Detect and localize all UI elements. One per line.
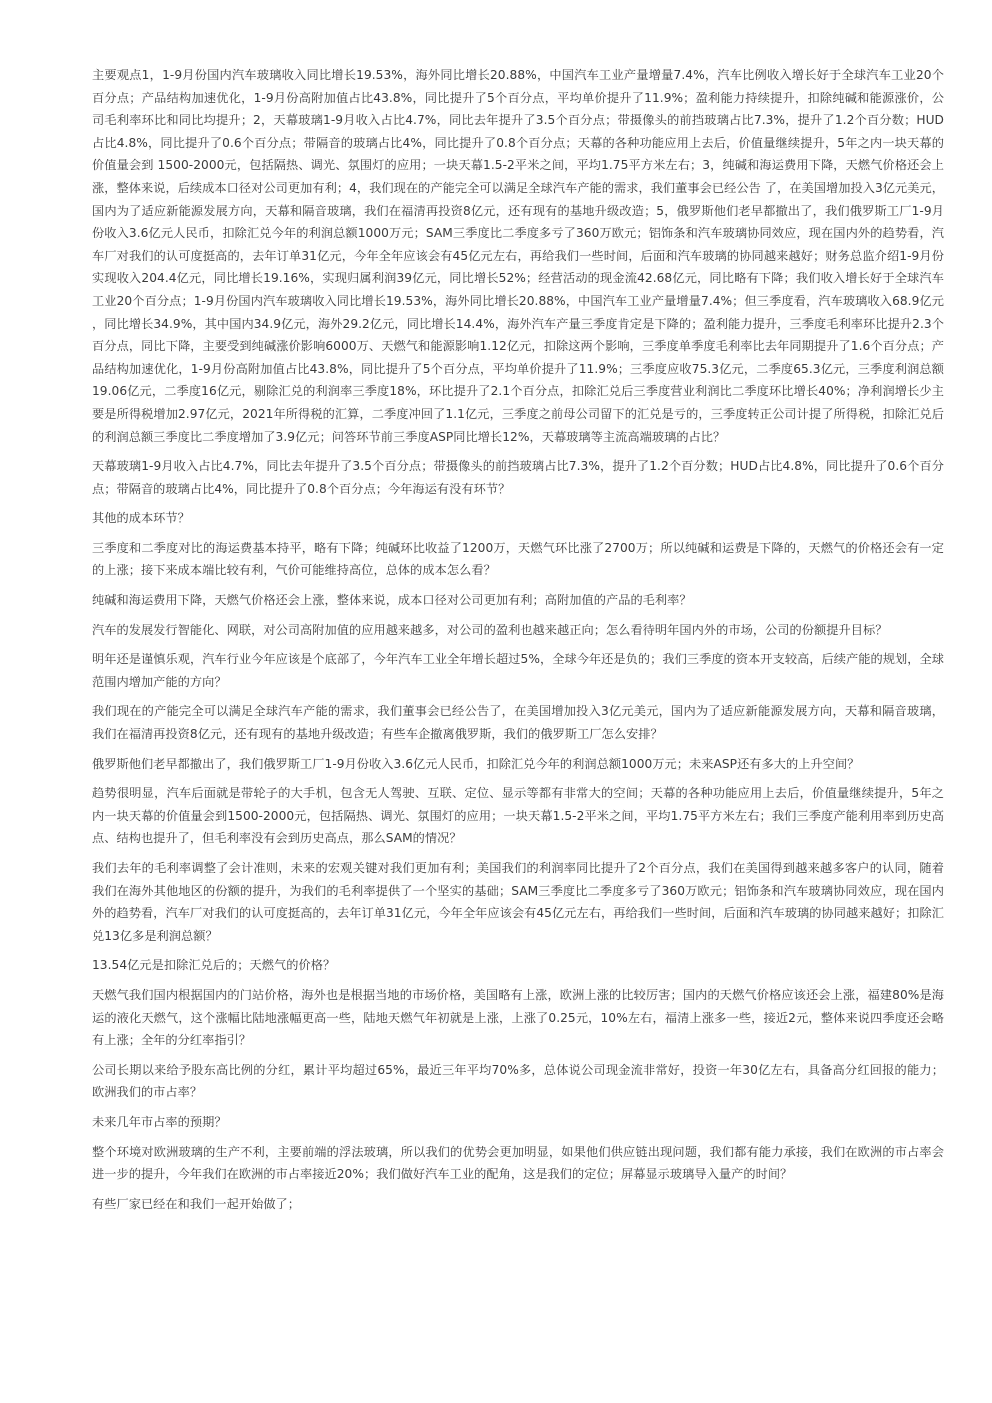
paragraph-display-glass: 有些厂家已经在和我们一起开始做了； <box>92 1196 301 1211</box>
paragraph-capacity: 我们现在的产能完全可以满足全球汽车产能的需求，我们董事会已经公告了，在美国增加投入3亿元美元，国内为了适应新能源发展方向，天幕和隔音玻璃，我们在福清再投资8亿元，还有现有的基地升级改造；有些车企撤离俄罗斯，我们的俄罗斯工厂怎么安排？ <box>92 704 944 742</box>
paragraph-next-year-outlook: 明年还是谨慎乐观，汽车行业今年应该是个底部了，今年汽车工业全年增长超过5%，全球今年还是负的；我们三季度的资本开支较高，后续产能的规划，全球范围内增加产能的方向？ <box>92 652 944 689</box>
paragraph-russia-factory: 俄罗斯他们老早都撤出了，我们俄罗斯工厂1-9月份收入3.6亿元人民币，扣除汇兑今年的利润总额1000万元；未来ASP还有多大的上升空间？ <box>92 756 860 771</box>
paragraph-other-costs-question: 其他的成本环节？ <box>92 511 190 526</box>
paragraph-asp-trend: 趋势很明显，汽车后面就是带轮子的大手机，包含无人驾驶、互联、定位、显示等都有非常大的空间；天幕的各种功能应用上去后，价值量继续提升，5年之内一块天幕的价值量会到1500-2000元，包括隔热、调光、氛围灯的应用；一块天幕1.5-2平米之间，平均1.75平方米左右；我们三季度产能利用率到历史高点、结构也提升了，但毛利率没有会到历史高点，那么SAM的情况？ <box>92 786 944 846</box>
paragraph-natural-gas: 天燃气我们国内根据国内的门站价格，海外也是根据当地的市场价格，美国略有上涨，欧洲上涨的比较厉害；国内的天燃气价格应该还会上涨，福建80%是海运的液化天燃气，这个涨幅比陆地涨幅更高一些，陆地天燃气年初就是上涨，上涨了0.25元，10%左右，福清上涨多一些，接近2元，整体来说四季度还会略有上涨；全年的分红率指引？ <box>92 987 944 1048</box>
paragraph-cost-outlook: 纯碱和海运费用下降，天燃气价格还会上涨，整体来说，成本口径对公司更加有利；高附加值的产品的毛利率？ <box>92 593 692 608</box>
paragraph-gross-margin: 我们去年的毛利率调整了会计准则，未来的宏观关键对我们更加有利；美国我们的利润率同比提升了2个百分点，我们在美国得到越来越多客户的认同，随着我们在海外其他地区的份额的提升，为我们的毛利率提供了一个坚实的基础；SAM三季度比二季度多亏了360万欧元；铝饰条和汽车玻璃协同效应，现在国内外的趋势看，汽车厂对我们的认可度挺高的，去年订单31亿元，今年全年应该会有45亿元左右，再给我们一些时间，后面和汽车玻璃的协同越来越好；扣除汇兑13亿多是利润总额？ <box>92 861 944 943</box>
paragraph-shipping-costs: 三季度和二季度对比的海运费基本持平，略有下降；纯碱环比收益了1200万，天燃气环比涨了2700万；所以纯碱和运费是下降的，天燃气的价格还会有一定的上涨；接下来成本端比较有利，气价可能维持高位，总体的成本怎么看？ <box>92 540 944 578</box>
paragraph-europe-market-share: 整个环境对欧洲玻璃的生产不利，主要前端的浮法玻璃，所以我们的优势会更加明显，如果他们供应链出现问题，我们都有能力承接，我们在欧洲的市占率会进一步的提升，今年我们在欧洲的市占率接近20%；我们做好汽车工业的配角，这是我们的定位；屏幕显示玻璃导入量产的时间？ <box>92 1144 944 1182</box>
paragraph-gas-price-question: 13.54亿元是扣除汇兑后的；天燃气的价格？ <box>92 958 336 973</box>
document-body <box>92 64 944 1222</box>
paragraph-intelligent-vehicles: 汽车的发展发行智能化、网联，对公司高附加值的应用越来越多，对公司的盈利也越来越正向；怎么看待明年国内外的市场，公司的份额提升目标？ <box>92 622 888 637</box>
paragraph-main-points: 主要观点1，1-9月份国内汽车玻璃收入同比增长19.53%，海外同比增长20.88%，中国汽车工业产量增量7.4%，汽车比例收入增长好于全球汽车工业20个百分点；产品结构加速优化，1-9月份高附加值占比43.8%，同比提升了5个百分点，平均单价提升了11.9%；盈利能力持续提升，扣除纯碱和能源涨价，公司毛利率环比和同比均提升；2，天幕玻璃1-9月收入占比4.7%，同比去年提升了3.5个百分点；带摄像头的前挡玻璃占比7.3%，提升了1.2个百分数；HUD占比4.8%，同比提升了0.6个百分点；带隔音的玻璃占比4%，同比提升了0.8个百分点；天幕的各种功能应用上去后，价值量继续提升，5年之内一块天幕的价值量会到 1500-2000元，包括隔热、调光、氛围灯的应用；一块天幕1.5-2平米之间，平均1.75平方米左右；3，纯碱和海运费用下降，天燃气价格还会上涨，整体来说，后续成本口径对公司更加有利；4，我们现在的产能完全可以满足全球汽车产能的需求，我们董事会已经公告 了，在美国增加投入3亿元美元，国内为了适应新能源发展方向，天幕和隔音玻璃，我们在福清再投资8亿元，还有现有的基地升级改造；5，俄罗斯他们老早都撤出了，我们俄罗斯工厂1-9月份收入3.6亿元人民币，扣除汇兑今年的利润总额1000万元；SAM三季度比二季度多亏了360万欧元；铝饰条和汽车玻璃协同效应，现在国内外的趋势看，汽车厂对我们的认可度挺高的，去年订单31亿元，今年全年应该会有45亿元左右，再给我们一些时间，后面和汽车玻璃的协同越来越好；财务总监介绍1-9月份实现收入204.4亿元，同比增长19.16%，实现归属利润39亿元，同比增长52%；经营活动的现金流42.68亿元，同比略有下降；我们收入增长好于全球汽车工业20个百分点；1-9月份国内汽车玻璃收入同比增长19.53%，海外同比增长20.88%，中国汽车工业产量增量7.4%；但三季度看，汽车玻璃收入68.9亿元，同比增长34.9%，其中国内34.9亿元，海外29.2亿元，同比增长14.4%，海外汽车产量三季度肯定是下降的；盈利能力提升，三季度毛利率环比提升2.3个百分点，同比下降，主要受到纯碱涨价影响6000万、天燃气和能源影响1.12亿元，扣除这两个影响，三季度单季度毛利率比去年同期提升了1.6个百分点；产品结构加速优化，1-9月份高附加值占比43.8%，同比提升了5个百分点，平均单价提升了11.9%；三季度应收75.3亿元，二季度65.3亿元，三季度利润总额19.06亿元，二季度16亿元，剔除汇兑的利润率三季度18%，环比提升了2.1个百分点，扣除汇兑后三季度营业利润比二季度环比增长40%；净利润增长少主要是所得税增加2.97亿元，2021年所得税的汇算，二季度冲回了1.1亿元，三季度之前母公司留下的汇兑是亏的，三季度转正公司计提了所得税，扣除汇兑后的利润总额三季度比二季度增加了3.9亿元；问答环节前三季度ASP同比增长12%，天幕玻璃等主流高端玻璃的占比？ <box>92 68 944 444</box>
paragraph-panoramic-glass: 天幕玻璃1-9月收入占比4.7%，同比去年提升了3.5个百分点；带摄像头的前挡玻璃占比7.3%，提升了1.2个百分数；HUD占比4.8%，同比提升了0.6个百分点；带隔音的玻璃占比4%，同比提升了0.8个百分点；今年海运有没有环节？ <box>92 459 944 496</box>
paragraph-dividends: 公司长期以来给予股东高比例的分红，累计平均超过65%，最近三年平均70%多，总体说公司现金流非常好，投资一年30亿左右，具备高分红回报的能力；欧洲我们的市占率？ <box>92 1062 944 1100</box>
paragraph-market-share-question: 未来几年市占率的预期？ <box>92 1114 227 1129</box>
